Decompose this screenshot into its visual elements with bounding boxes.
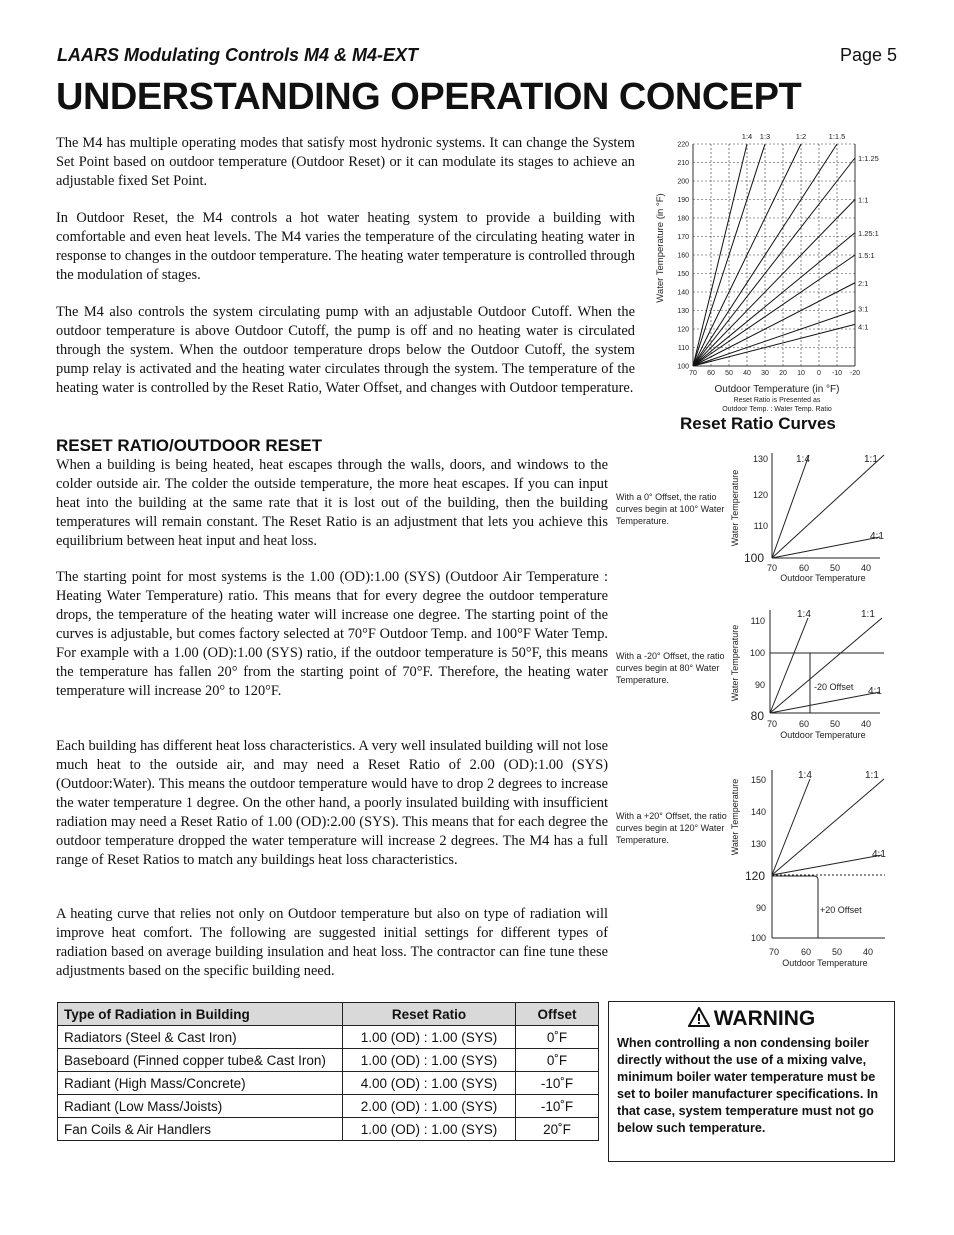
main-chart-series-label: 1:1: [858, 195, 869, 205]
main-chart-ytick: 220: [677, 141, 689, 149]
offset-cell: 0˚F: [516, 1049, 599, 1072]
radiation-type-cell: Fan Coils & Air Handlers: [58, 1118, 343, 1141]
offset-0-xlabel: Outdoor Temperature: [780, 573, 866, 583]
main-chart-xtick: 70: [689, 370, 697, 377]
offset-0-series-1-4: 1:4: [796, 454, 810, 465]
radiation-type-cell: Baseboard (Finned copper tube& Cast Iron): [58, 1049, 343, 1072]
radiation-type-cell: Radiators (Steel & Cast Iron): [58, 1026, 343, 1049]
offset-minus20-xtick-50: 50: [829, 719, 841, 729]
offset-minus20-base-label: 80: [750, 709, 764, 723]
main-chart-ytick: 140: [677, 289, 689, 297]
offset-0-ytick-120: 120: [752, 490, 768, 500]
main-chart-ytick: 120: [677, 326, 689, 334]
warning-text: When controlling a non condensing boiler directly without the use of a mixing valve, minimum boiler water temperature must be set to boiler manufacturer specifications. In that case, system temperature must not go below such temperature.: [617, 1036, 879, 1135]
warning-title: WARNING: [713, 1007, 816, 1030]
main-chart-ytick: 190: [677, 197, 689, 204]
main-chart-xtick: 60: [707, 370, 715, 377]
main-chart-ytick: 180: [677, 215, 689, 223]
main-chart-series-label: 1:2: [795, 132, 807, 141]
main-chart-series-line: [693, 283, 855, 366]
offset-minus20-series-1-1: 1:1: [861, 609, 875, 620]
main-chart-ytick: 130: [677, 308, 689, 315]
offset-0-base-label: 100: [743, 551, 764, 565]
offset-0-series-1-1: 1:1: [864, 454, 878, 465]
main-chart-series-label: 1.25:1: [858, 228, 879, 238]
intro-paragraph-1: The M4 has multiple operating modes that satisfy most hydronic systems. It can change the System Set Point based on outdoor temperature (Outdoor Reset) or it can modulate its stages to achieve an adjustable fixed Set Point.: [56, 135, 635, 189]
offset-0-xtick-60: 60: [798, 563, 810, 573]
offset-plus20-ytick-100: 100: [750, 933, 766, 943]
offset-cell: -10˚F: [516, 1095, 599, 1118]
offset-plus20-offset-label: +20 Offset: [820, 905, 862, 915]
offset-0-chart: [730, 448, 890, 588]
document-header-title: LAARS Modulating Controls M4 & M4-EXT: [57, 45, 418, 65]
radiation-type-cell: Radiant (Low Mass/Joists): [58, 1095, 343, 1118]
offset-plus20-ylabel: Water Temperature: [730, 778, 740, 856]
offset-minus20-note: With a -20° Offset, the ratio curves begin at 80° Water Temperature.: [616, 651, 725, 685]
page-number: Page 5: [839, 45, 897, 65]
main-chart-xtick: 30: [761, 370, 769, 377]
main-chart-ylabel: Water Temperature (in °F): [655, 193, 666, 303]
reset-ratio-chart: [655, 128, 895, 418]
main-chart-series-line: [693, 311, 855, 366]
main-chart-series-label: 1:4: [741, 132, 753, 141]
offset-plus20-series-4-1: 4:1: [872, 849, 886, 860]
main-chart-series-line: [693, 324, 855, 366]
radiation-type-cell: Radiant (High Mass/Concrete): [58, 1072, 343, 1095]
offset-plus20-xlabel: Outdoor Temperature: [782, 958, 868, 968]
offset-0-xtick-70: 70: [766, 563, 778, 573]
main-chart-series-label: 1:1.5: [828, 132, 846, 141]
main-chart-series-label: 3:1: [858, 304, 869, 314]
main-chart-caption-1: Reset Ratio is Presented as: [733, 397, 821, 404]
main-chart-xtick: 20: [779, 370, 787, 377]
offset-minus20-ytick-110: 110: [750, 616, 765, 626]
main-chart-caption-2: Outdoor Temp. : Water Temp. Ratio: [722, 406, 832, 413]
offset-plus20-ytick-130: 130: [750, 839, 766, 849]
offset-cell: -10˚F: [516, 1072, 599, 1095]
main-chart-xtick: 50: [725, 370, 733, 377]
offset-0-xtick-50: 50: [829, 563, 841, 573]
section-paragraph-4: A heating curve that relies not only on Outdoor temperature but also on type of radiation will improve heat comfort. The following are suggested initial settings for different types of radiation based on average building insulation and heat loss. The contractor can fine tune these adjustments based on the specific building need.: [56, 906, 608, 979]
offset-minus20-xlabel: Outdoor Temperature: [780, 730, 866, 740]
section-heading: RESET RATIO/OUTDOOR RESET: [56, 436, 323, 455]
offset-minus20-chart: [730, 605, 890, 745]
main-chart-xtick: 10: [797, 370, 805, 377]
offset-plus20-chart: [730, 765, 895, 970]
main-chart-ytick: 110: [677, 345, 689, 352]
reset-ratio-cell: 1.00 (OD) : 1.00 (SYS): [343, 1049, 516, 1072]
reset-ratio-curves-title: Reset Ratio Curves: [680, 414, 836, 433]
offset-minus20-offset-label: -20 Offset: [814, 682, 854, 692]
column-header-offset: Offset: [516, 1003, 599, 1026]
main-chart-series-label: 4:1: [858, 322, 869, 332]
offset-plus20-series-1-1: 1:1: [865, 770, 879, 781]
main-chart-series-label: 1:3: [759, 132, 771, 141]
offset-cell: 0˚F: [516, 1026, 599, 1049]
offset-plus20-note: With a +20° Offset, the ratio curves begin at 120° Water Temperature.: [616, 811, 727, 845]
offset-cell: 20˚F: [516, 1118, 599, 1141]
offset-minus20-series-4-1: 4:1: [868, 686, 882, 697]
main-chart-xtick: -20: [849, 370, 861, 377]
reset-ratio-cell: 1.00 (OD) : 1.00 (SYS): [343, 1026, 516, 1049]
offset-0-ytick-110: 110: [753, 521, 768, 531]
column-header-reset-ratio: Reset Ratio: [343, 1003, 516, 1026]
offset-0-note: With a 0° Offset, the ratio curves begin at 100° Water Temperature.: [616, 492, 725, 526]
table-row: [58, 1118, 599, 1141]
offset-minus20-series-1-4: 1:4: [797, 609, 811, 620]
main-chart-xtick: -10: [831, 370, 843, 377]
offset-plus20-xtick-40: 40: [862, 947, 874, 957]
section-paragraph-3: Each building has different heat loss characteristics. A very well insulated building will not lose much heat to the outside air, and may need a Reset Ratio of 2.00 (OD):1.00 (SYS) (Outdoor:Water). This means the outdoor temperature would have to drop 2 degrees to increase the water temperature 1 degree. On the other hand, a poorly insulated building with insufficient radiation may need a Reset Ratio of 1.00 (OD):2.00 (SYS). This means that for each degree the outdoor temperature dropped the water temperature will increase 2 degrees. The M4 has a full range of Reset Ratios to match any buildings heat loss characteristics.: [56, 738, 608, 868]
main-chart-series-label: 1:1.25: [858, 153, 879, 163]
warning-box: [608, 1001, 895, 1162]
offset-minus20-ytick-90: 90: [754, 680, 765, 690]
main-chart-ytick: 150: [677, 271, 689, 278]
page-title: UNDERSTANDING OPERATION CONCEPT: [56, 76, 802, 118]
offset-minus20-ylabel: Water Temperature: [730, 624, 740, 702]
offset-plus20-series-1-4: 1:4: [798, 770, 812, 781]
main-chart-xtick: 40: [743, 370, 751, 377]
table-row: [58, 1026, 599, 1049]
main-chart-ytick: 210: [677, 160, 689, 167]
offset-plus20-xtick-60: 60: [800, 947, 812, 957]
offset-0-xtick-40: 40: [860, 563, 872, 573]
offset-minus20-ytick-100: 100: [749, 648, 765, 658]
main-chart-ytick: 160: [677, 252, 689, 260]
offset-0-ylabel: Water Temperature: [730, 469, 740, 547]
offset-minus20-xtick-60: 60: [798, 719, 810, 729]
reset-ratio-cell: 4.00 (OD) : 1.00 (SYS): [343, 1072, 516, 1095]
intro-paragraph-2: In Outdoor Reset, the M4 controls a hot water heating system to provide a building with comfortable and even heat levels. The M4 varies the temperature of the circulating heating water in response to changes in the outdoor temperature. The heating water temperature is controlled through the modulation of stages.: [56, 210, 635, 283]
table-header-row: [58, 1003, 599, 1026]
offset-plus20-base-label: 120: [744, 869, 765, 883]
radiation-settings-table: [57, 1002, 599, 1141]
column-header-type: Type of Radiation in Building: [58, 1003, 343, 1026]
main-chart-series-label: 2:1: [858, 278, 869, 288]
main-chart-xtick: 0: [817, 370, 821, 377]
warning-triangle-icon: [688, 1007, 710, 1027]
section-paragraph-2: The starting point for most systems is the 1.00 (OD):1.00 (SYS) (Outdoor Air Temperature : Heating Water Temperature) ratio. This means that for every degree the outdoor temperature drops, the temperature of the heating water will increase one degree. The starting point of the curves is adjustable, but comes factory selected at 70°F Outdoor Temp. and 100°F Water Temp. For example with a 1.00 (OD):1.00 (SYS) ratio, if the outdoor temperature is 50°F, this means the temperature has fallen 20° from the starting point of 70°F. Therefore, the heating water temperature will increase 20° to 120°F.: [56, 569, 608, 699]
main-chart-series-line: [693, 158, 855, 366]
offset-plus20-xtick-70: 70: [768, 947, 780, 957]
offset-0-ytick-130: 130: [752, 454, 768, 464]
offset-plus20-ytick-150: 150: [750, 775, 766, 785]
intro-paragraph-3: The M4 also controls the system circulating pump with an adjustable Outdoor Cutoff. When the outdoor temperature is above Outdoor Cutoff, the pump is off and no heating water is circulated through the system. When the outdoor temperature drops below the Outdoor Cutoff, the system pump relay is activated and the heating water circulates through the system. The temperature of the heating water is controlled by the Reset Ratio, Water Offset, and changes with Outdoor temperature.: [56, 304, 635, 396]
main-chart-series-label: 1.5:1: [858, 250, 875, 260]
section-paragraph-1: When a building is being heated, heat escapes through the walls, doors, and windows to the colder outside air. The colder the outside temperature, the more heat escapes. If you can input heat into the building at the same rate that it is lost out of the building, then the building temperatures will remain constant. The Reset Ratio is an adjustment that lets you achieve this equilibrium between heat input and heat loss.: [56, 457, 608, 549]
main-chart-ytick: 170: [677, 234, 689, 241]
offset-plus20-ytick-90: 90: [755, 903, 766, 913]
offset-plus20-ytick-140: 140: [750, 807, 766, 817]
main-chart-ytick: 200: [677, 178, 689, 186]
offset-minus20-xtick-40: 40: [860, 719, 872, 729]
main-chart-xlabel: Outdoor Temperature (in °F): [714, 384, 840, 395]
offset-plus20-xtick-50: 50: [831, 947, 843, 957]
offset-0-series-4-1: 4:1: [870, 531, 884, 542]
table-row: [58, 1072, 599, 1095]
warning-heading: [609, 1007, 894, 1031]
table-row: [58, 1095, 599, 1118]
table-row: [58, 1049, 599, 1072]
main-chart-series-line: [693, 200, 855, 367]
reset-ratio-cell: 2.00 (OD) : 1.00 (SYS): [343, 1095, 516, 1118]
main-chart-ytick: 100: [677, 363, 689, 371]
offset-minus20-xtick-70: 70: [766, 719, 778, 729]
main-chart-series-line: [693, 233, 855, 366]
reset-ratio-cell: 1.00 (OD) : 1.00 (SYS): [343, 1118, 516, 1141]
